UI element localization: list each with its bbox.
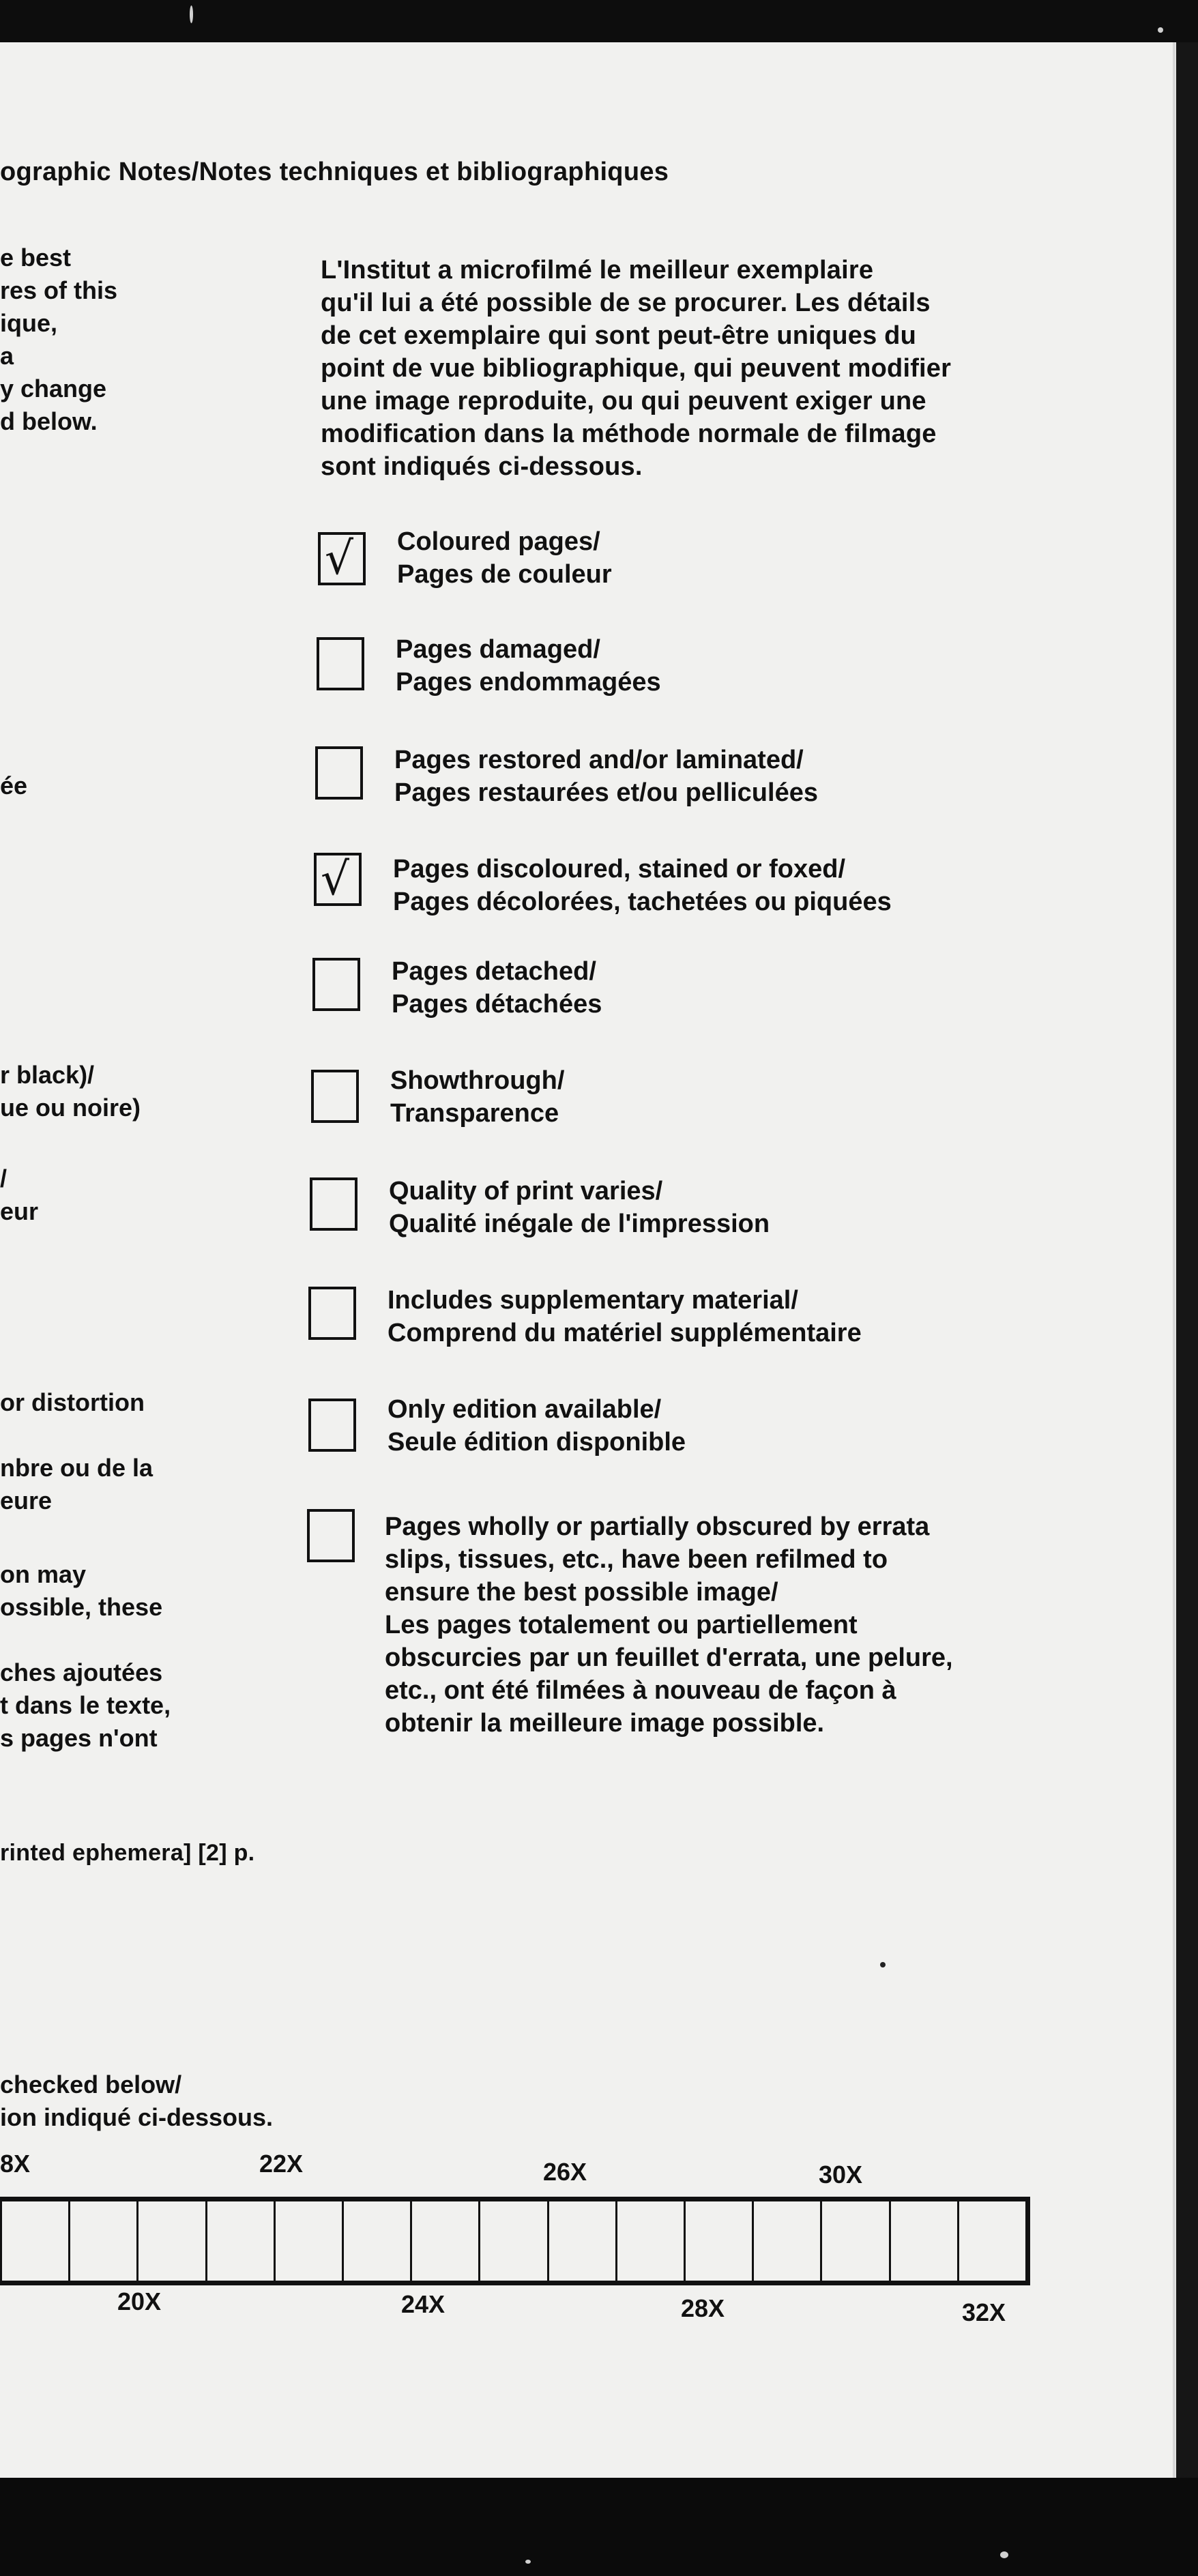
checkbox-errata[interactable] — [307, 1509, 355, 1562]
clipped-line: res of this — [0, 276, 118, 304]
ratio-label: 26X — [543, 2158, 587, 2186]
ratio-cell — [615, 2201, 684, 2281]
label-coloured-pages — [397, 525, 612, 591]
film-speck — [190, 5, 193, 23]
label-line: Les pages totalement ou partiellement — [385, 1611, 858, 1639]
paragraph-line: modification dans la méthode normale de filmage — [321, 420, 937, 448]
ratio-label: 24X — [401, 2290, 445, 2318]
label-line-en: Includes supplementary material/ — [388, 1286, 798, 1315]
film-speck — [1000, 2551, 1008, 2558]
clipped-line: eur — [0, 1197, 39, 1225]
ratio-cell — [684, 2201, 752, 2281]
bottom-film-border — [0, 2478, 1198, 2576]
paragraph-line: point de vue bibliographique, qui peuvent modifier — [321, 354, 952, 383]
label-line: obscurcies par un feuillet d'errata, une pelure, — [385, 1643, 953, 1672]
checkbox-pages-restored[interactable] — [315, 746, 363, 800]
reduction-ratio-scale — [0, 2197, 1030, 2285]
checkbox-pages-detached[interactable] — [312, 958, 360, 1011]
clipped-line: ion indiqué ci-dessous. — [0, 2103, 274, 2131]
left-clipped-line: ée — [0, 772, 28, 800]
label-line-en: Pages damaged/ — [396, 635, 600, 664]
ephemera-note: rinted ephemera] [2] p. — [0, 1840, 255, 1866]
label-line-fr: Qualité inégale de l'impression — [389, 1210, 770, 1238]
ratio-cell — [820, 2201, 888, 2281]
ratio-cell — [478, 2201, 546, 2281]
label-line-en: Coloured pages/ — [397, 527, 600, 556]
left-clipped-black — [0, 1059, 141, 1124]
film-speck — [880, 1962, 886, 1967]
ratio-cell — [547, 2201, 615, 2281]
ratio-cell — [889, 2201, 957, 2281]
checkbox-showthrough[interactable] — [311, 1070, 359, 1123]
label-line-fr: Pages de couleur — [397, 560, 612, 589]
film-speck — [525, 2560, 531, 2564]
clipped-line: / — [0, 1165, 8, 1192]
checkbox-only-edition[interactable] — [308, 1399, 356, 1452]
label-supplementary — [388, 1284, 862, 1349]
label-line-fr: Pages décolorées, tachetées ou piquées — [393, 888, 892, 916]
clipped-line: on may — [0, 1560, 87, 1588]
top-film-border — [0, 0, 1198, 42]
left-clipped-distortion: or distortion — [0, 1388, 145, 1416]
label-errata — [385, 1510, 953, 1740]
label-pages-detached — [392, 955, 602, 1021]
label-quality-print — [389, 1175, 770, 1240]
label-line-en: Quality of print varies/ — [389, 1177, 663, 1205]
label-line-fr: Pages endommagées — [396, 668, 661, 697]
ratio-label: 22X — [259, 2150, 304, 2178]
label-line: Pages wholly or partially obscured by errata — [385, 1512, 930, 1541]
clipped-line: a — [0, 342, 14, 370]
left-clipped-ombre — [0, 1452, 153, 1517]
clipped-line: nbre ou de la — [0, 1454, 154, 1482]
label-line-fr: Pages détachées — [392, 990, 602, 1019]
left-clipped-eur — [0, 1162, 38, 1228]
notes-heading: ographic Notes/Notes techniques et bibliographiques — [0, 158, 669, 186]
paragraph-line: L'Institut a microfilmé le meilleur exemplaire — [321, 256, 874, 284]
ratio-cell — [752, 2201, 820, 2281]
clipped-line: ique, — [0, 309, 58, 337]
label-line: ensure the best possible image/ — [385, 1578, 778, 1607]
checkbox-coloured-pages[interactable] — [318, 532, 366, 585]
ratio-cell — [957, 2201, 1025, 2281]
label-line-en: Only edition available/ — [388, 1395, 662, 1424]
label-pages-restored — [394, 744, 818, 809]
checkbox-quality-print[interactable] — [310, 1177, 357, 1231]
ratio-cell — [342, 2201, 410, 2281]
check-mark-icon: √ — [325, 532, 354, 585]
label-line-en: Pages restored and/or laminated/ — [394, 746, 804, 774]
clipped-line: t dans le texte, — [0, 1691, 171, 1719]
page-edge — [1173, 42, 1175, 2478]
label-line-en: Pages discoloured, stained or foxed/ — [393, 855, 846, 883]
label-line-fr: Seule édition disponible — [388, 1428, 686, 1457]
ratio-label: 28X — [681, 2294, 725, 2322]
label-line: slips, tissues, etc., have been refilmed to — [385, 1545, 888, 1574]
clipped-line: ossible, these — [0, 1593, 163, 1621]
ratio-cell — [274, 2201, 342, 2281]
ratio-label: 30X — [819, 2161, 863, 2189]
label-showthrough — [390, 1064, 564, 1130]
ratio-cell — [205, 2201, 274, 2281]
check-mark-icon: √ — [321, 853, 350, 905]
left-clipped-may — [0, 1558, 162, 1624]
label-line-en: Pages detached/ — [392, 957, 596, 986]
left-clipped-paragraph — [0, 241, 150, 438]
clipped-line: ches ajoutées — [0, 1658, 163, 1686]
ratio-cell — [68, 2201, 136, 2281]
clipped-line: e best — [0, 244, 72, 272]
label-line: etc., ont été filmées à nouveau de façon à — [385, 1676, 896, 1705]
clipped-line: ue ou noire) — [0, 1094, 141, 1122]
label-pages-discoloured — [393, 853, 892, 918]
paragraph-line: qu'il lui a été possible de se procurer. Les détails — [321, 289, 931, 317]
label-line-en: Showthrough/ — [390, 1066, 565, 1095]
ratio-cell — [0, 2201, 68, 2281]
clipped-line: r black)/ — [0, 1061, 95, 1089]
clipped-line: eure — [0, 1487, 53, 1514]
paragraph-line: une image reproduite, ou qui peuvent exiger une — [321, 387, 926, 415]
ratio-label: 32X — [962, 2298, 1006, 2326]
clipped-line: y change — [0, 375, 107, 402]
ratio-cell — [410, 2201, 478, 2281]
checkbox-pages-discoloured[interactable] — [314, 853, 362, 906]
left-clipped-checked — [0, 2068, 273, 2134]
label-pages-damaged — [396, 633, 661, 699]
ratio-cell — [136, 2201, 205, 2281]
film-speck — [1158, 27, 1163, 33]
label-line-fr: Comprend du matériel supplémentaire — [388, 1319, 862, 1347]
left-clipped-ajoutees — [0, 1656, 171, 1755]
institut-paragraph — [321, 254, 951, 483]
right-film-border — [1176, 42, 1198, 2478]
checkbox-pages-damaged[interactable] — [317, 637, 364, 690]
clipped-line: d below. — [0, 407, 98, 435]
label-line-fr: Transparence — [390, 1099, 559, 1128]
paragraph-line: de cet exemplaire qui sont peut-être uniques du — [321, 321, 917, 350]
checkbox-supplementary[interactable] — [308, 1287, 356, 1340]
ratio-label: 8X — [0, 2150, 31, 2178]
clipped-line: checked below/ — [0, 2070, 182, 2098]
label-only-edition — [388, 1393, 686, 1459]
clipped-line: s pages n'ont — [0, 1724, 158, 1752]
ratio-label: 20X — [117, 2287, 162, 2315]
label-line: obtenir la meilleure image possible. — [385, 1709, 825, 1738]
paragraph-line: sont indiqués ci-dessous. — [321, 452, 643, 481]
label-line-fr: Pages restaurées et/ou pelliculées — [394, 778, 818, 807]
